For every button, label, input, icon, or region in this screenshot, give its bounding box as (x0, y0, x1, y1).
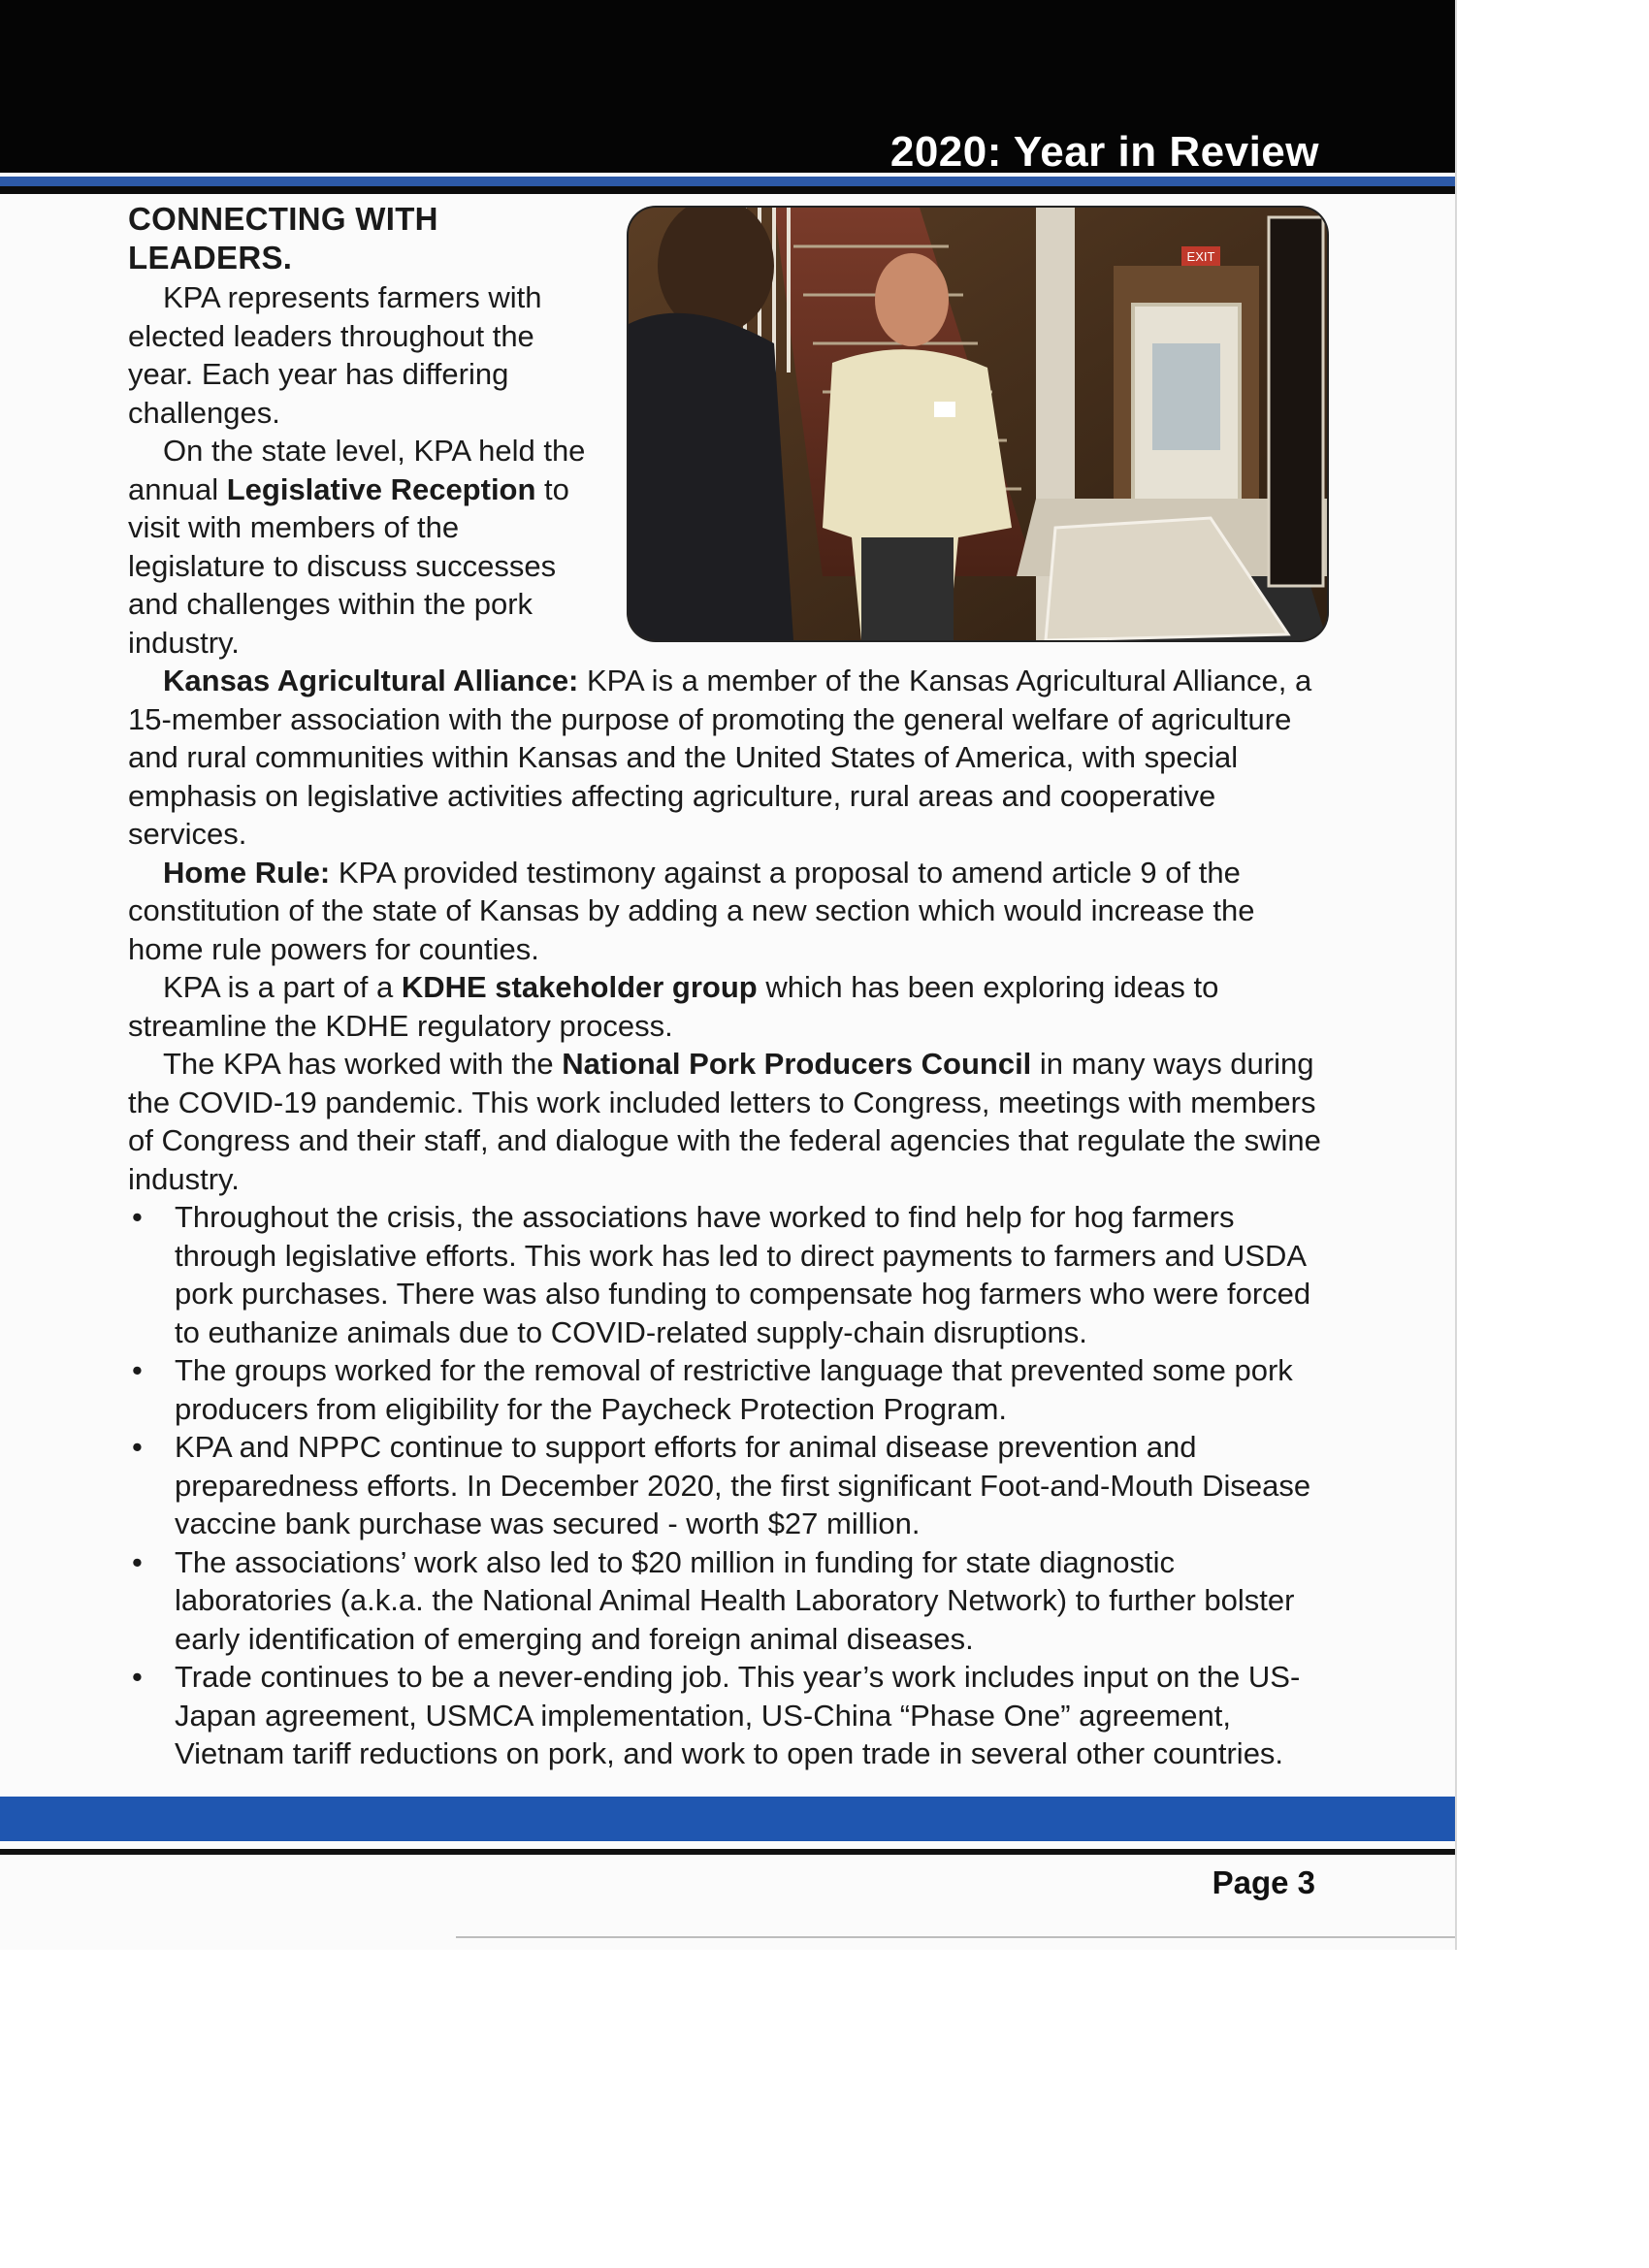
paragraph-agricultural-alliance: Kansas Agricultural Alliance: KPA is a member of the Kansas Agricultural Alliance, a 15-member association with the purpose of promoting the general welfare of agriculture and rural communities within Kansas and the United States of America, with special emphasis on legislative activities affecting agriculture, rural areas and cooperative services. (128, 664, 1312, 851)
article-body (128, 200, 1321, 1773)
bullet-icon: • (132, 1544, 143, 1579)
exit-sign: EXIT (1186, 249, 1215, 264)
footer-dark-rule (0, 1849, 1455, 1855)
nppc-bold: National Pork Producers Council (562, 1047, 1032, 1081)
list-item: • Trade continues to be a never-ending job. This year’s work includes input on the US-Japan agreement, USMCA implementation, US-China “Phase One” agreement, Vietnam tariff reductions on pork, and work to open trade in several other countries. (132, 1660, 1301, 1770)
paragraph-legislative-reception: On the state level, KPA held the annual Legislative Reception to visit with members of the legislature to discuss successes and challenges within the pork industry. (128, 434, 586, 660)
photo-space (601, 200, 1321, 654)
page-number: Page 3 (1212, 1864, 1315, 1900)
header-blue-rule (0, 177, 1455, 186)
list-item: • The associations’ work also led to $20 million in funding for state diagnostic laboratories (a.k.a. the National Animal Health Laboratory Network) to further bolster early identification of emerging and foreign animal diseases. (132, 1544, 1295, 1656)
header-title: 2020: Year in Review (889, 128, 1319, 176)
legislative-reception-bold: Legislative Reception (226, 471, 536, 506)
kdhe-bold: KDHE stakeholder group (401, 970, 758, 1004)
bullet-icon: • (132, 1200, 143, 1234)
home-rule-bold: Home Rule: (163, 855, 331, 890)
article-heading: CONNECTING WITH LEADERS. (128, 201, 438, 275)
footer-blue-band (0, 1797, 1455, 1841)
header-band (0, 0, 1455, 176)
list-item: • The groups worked for the removal of restrictive language that prevented some pork producers from eligibility for the Paycheck Protection Program. (132, 1353, 1293, 1426)
bullet-list (128, 1198, 1321, 1773)
paragraph-home-rule: Home Rule: KPA provided testimony against a proposal to amend article 9 of the constitution of the state of Kansas by adding a new section which would increase the home rule powers for counties. (128, 855, 1255, 966)
paragraph-kdhe: KPA is a part of a KDHE stakeholder group which has been exploring ideas to streamline the KDHE regulatory process. (128, 970, 1219, 1043)
list-item: • KPA and NPPC continue to support efforts for animal disease prevention and preparedness efforts. In December 2020, the first significant Foot-and-Mouth Disease vaccine bank purchase was secured - worth $27 million. (132, 1430, 1311, 1540)
paragraph-intro: KPA represents farmers with elected leaders throughout the year. Each year has differing challenges. (128, 280, 542, 430)
list-item: • Throughout the crisis, the associations have worked to find help for hog farmers through legislative efforts. This work has led to direct payments to farmers and USDA pork purchases. There was also funding to compensate hog farmers who were forced to euthanize animals due to COVID-related supply-chain disruptions. (132, 1200, 1311, 1349)
paragraph-nppc: The KPA has worked with the National Pork Producers Council in many ways during the COVID-19 pandemic. This work included letters to Congress, meetings with members of Congress and their staff, and dialogue with the federal agencies that regulate the swine industry. (128, 1047, 1321, 1196)
header-dark-rule (0, 186, 1455, 194)
bullet-icon: • (132, 1353, 143, 1387)
bullet-icon: • (132, 1430, 143, 1464)
alliance-bold: Kansas Agricultural Alliance: (163, 664, 579, 697)
bullet-icon: • (132, 1660, 143, 1694)
bottom-divider (456, 1936, 1455, 1938)
